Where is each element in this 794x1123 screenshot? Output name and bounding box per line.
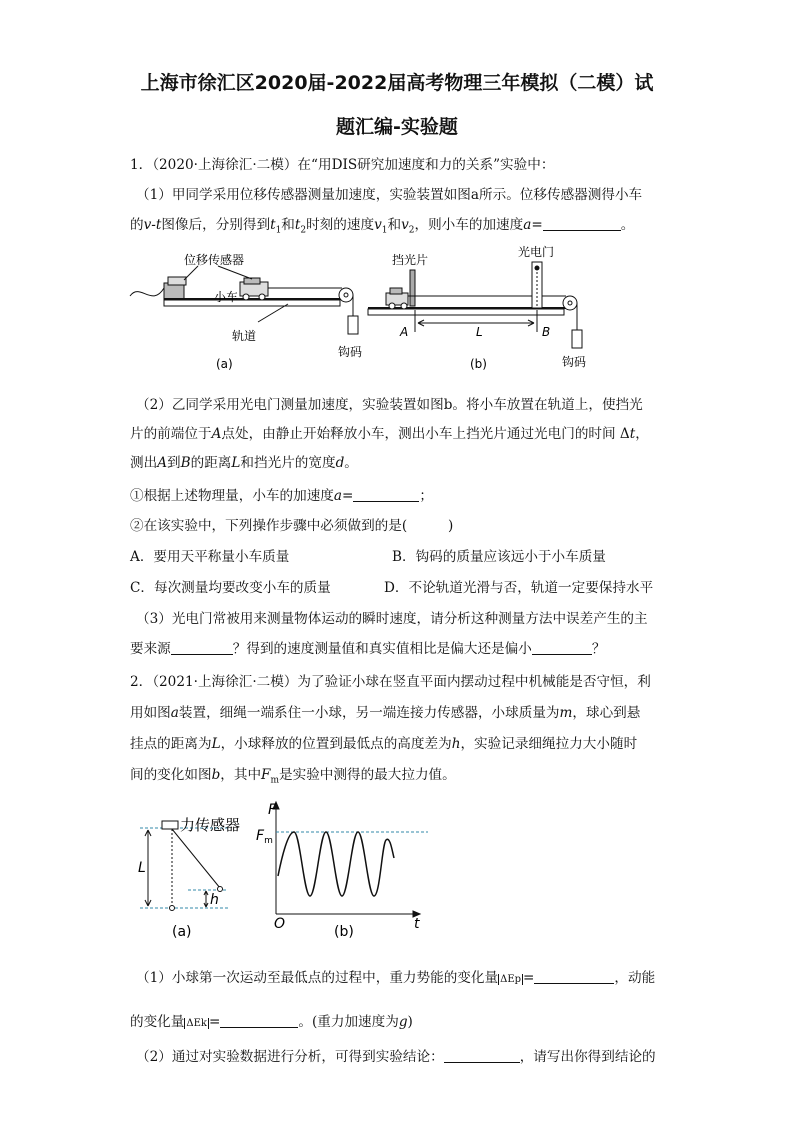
q1-fig-a — [130, 277, 358, 334]
q2-fig-a-L-label: L — [138, 860, 146, 876]
page-title-line2: 题汇编-实验题 — [336, 116, 458, 138]
q1-option-a[interactable]: A．要用天平称量小车质量 — [130, 549, 290, 565]
page-title-line1: 上海市徐汇区2020届-2022届高考物理三年模拟（二模）试 — [140, 72, 654, 94]
fig-b-B-label: B — [542, 325, 551, 339]
q2-fig-b-F-label: F — [268, 802, 277, 818]
fig-b-shade-label: 挡光片 — [392, 253, 429, 267]
fig-b-weight-label: 钩码 — [562, 355, 587, 369]
fig-a-sensor-label: 位移传感器 — [184, 253, 245, 267]
q1-c1: ①根据上述物理量，小车的加速度a= ； — [130, 488, 433, 504]
q2-force-curve — [278, 832, 394, 896]
answer-blank-error-source[interactable] — [171, 640, 233, 655]
answer-blank-bias[interactable] — [532, 640, 592, 655]
q2-fig-b-caption: (b) — [334, 924, 354, 940]
q1-option-c[interactable]: C．每次测量均要改变小车的质量 — [130, 580, 331, 596]
q1-stem: 1．（2020·上海徐汇·二模）在“用DIS研究加速度和力的关系”实验中： — [130, 157, 555, 173]
q1-c2: ②在该实验中，下列操作步骤中必须做到的是( ) — [130, 518, 454, 534]
q2-fig-a-h-label: h — [210, 892, 219, 908]
q2-part1-line1: （1）小球第一次运动至最低点的过程中，重力势能的变化量 ΔEp = ，动能 — [136, 970, 656, 986]
q2-line3: 挂点的距离为L，小球释放的位置到最低点的高度差为h，实验记录细绳拉力大小随时 — [130, 736, 638, 752]
q2-fig-b-t-label: t — [414, 916, 420, 932]
answer-blank-accel-a[interactable] — [543, 216, 621, 231]
q2-part2-line1: （2）通过对实验数据进行分析，可得到实验结论： ，请写出你得到结论的 — [136, 1049, 656, 1065]
q2-figure-ab — [128, 796, 428, 946]
q1-part1-line2: 的v-t图像后，分别得到$t_1$和$t_2$时刻的速度$v_1$和$v_2$，则小车的加速度a= 。 — [130, 217, 635, 236]
q2-line4: 间的变化如图b，其中$F_m$是实验中测得的最大拉力值。 — [130, 767, 456, 786]
fig-b-gate-label: 光电门 — [518, 245, 555, 259]
q1-option-b[interactable]: B．钩码的质量应该远小于小车质量 — [392, 549, 606, 565]
q1-part3-line2: 要来源 ？得到的速度测量值和真实值相比是偏大还是偏小 ？ — [130, 641, 606, 657]
q2-part1-line2: 的变化量 ΔEk = 。(重力加速度为g) — [130, 1014, 413, 1030]
answer-blank-delta-ep[interactable] — [534, 969, 614, 984]
answer-blank-conclusion[interactable] — [444, 1048, 520, 1063]
fig-b-L-label: L — [476, 325, 483, 339]
q2-fig-a-sensor-label: 力传感器 — [180, 816, 241, 834]
q1-figure-ab — [128, 244, 588, 374]
q1-part1-line1: （1）甲同学采用位移传感器测量加速度，实验装置如图a所示。位移传感器测得小车 — [136, 187, 643, 203]
fig-a-track-label: 轨道 — [232, 329, 257, 343]
q2-line1: 2．（2021·上海徐汇·二模）为了验证小球在竖直平面内摆动过程中机械能是否守恒，利 — [130, 674, 651, 690]
fig-a-car-label: 小车 — [214, 290, 239, 304]
q2-fig-a-caption: (a) — [172, 924, 192, 940]
fig-b-caption: (b) — [470, 357, 487, 371]
fig-a-weight-label: 钩码 — [338, 345, 363, 359]
fig-a-caption: (a) — [216, 357, 233, 371]
q1-part3-line1: （3）光电门常被用来测量物体运动的瞬时速度，请分析这种测量方法中误差产生的主 — [136, 611, 648, 627]
q1-part2-line1: （2）乙同学采用光电门测量加速度，实验装置如图b。将小车放置在轨道上，使挡光 — [136, 397, 643, 413]
q1-option-d[interactable]: D．不论轨道光滑与否，轨道一定要保持水平 — [384, 580, 654, 596]
fig-b-A-label: A — [400, 325, 409, 339]
q1-part2-line3: 测出A到B的距离L和挡光片的宽度d。 — [130, 455, 358, 471]
q2-fig-b — [273, 802, 428, 917]
q2-fig-b-Fm-label: $F_m$ — [256, 828, 273, 846]
q1-part2-line2: 片的前端位于A点处，由静止开始释放小车，测出小车上挡光片通过光电门的时间 Δt， — [130, 426, 649, 442]
answer-blank-delta-ek[interactable] — [220, 1013, 298, 1028]
q2-fig-b-O-label: O — [274, 916, 286, 932]
q2-line2: 用如图a装置，细绳一端系住一小球，另一端连接力传感器，小球质量为m，球心到悬 — [130, 705, 641, 721]
answer-blank-accel-photogate[interactable] — [353, 487, 419, 502]
